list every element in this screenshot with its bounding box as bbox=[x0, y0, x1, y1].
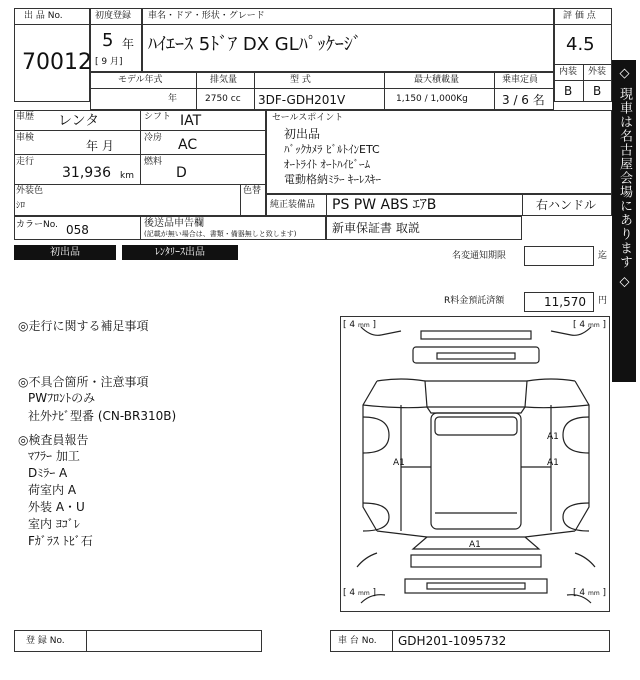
displacement-label: 排気量 bbox=[210, 75, 238, 85]
tread-rr: [ 4 mm ] bbox=[573, 588, 607, 598]
warranty-value: 新車保証書 取説 bbox=[332, 221, 420, 235]
chassis-no-label: 車 台 No. bbox=[338, 636, 377, 646]
inspector-title: ◎検査員報告 bbox=[18, 433, 89, 447]
fuel-value: D bbox=[176, 165, 187, 181]
mileage-label: 走行 bbox=[16, 157, 35, 167]
name-change-label: 名変通知期限 bbox=[452, 251, 507, 261]
lot-number: 70012 bbox=[22, 50, 92, 75]
sales-point-1: 初出品 bbox=[284, 127, 321, 141]
damage-mark: A1 bbox=[547, 432, 559, 442]
sales-point-2: ﾊﾞｯｸｶﾒﾗ ﾋﾞﾙﾄｲﾝETC bbox=[284, 143, 380, 156]
first-reg-month: [ 9 月] bbox=[95, 57, 123, 67]
doc-note: (記載が無い場合は、書類・備器無しと致します) bbox=[144, 230, 297, 238]
score-value: 4.5 bbox=[566, 34, 595, 55]
capacity-label: 乗車定員 bbox=[502, 75, 539, 85]
model-year-unit: 年 bbox=[168, 94, 178, 104]
first-reg-year: 5 bbox=[102, 30, 114, 51]
defect-2: 社外ﾅﾋﾞ型番 (CN-BR310B) bbox=[28, 409, 177, 423]
inspector-6: Fｶﾞﾗｽ ﾄﾋﾞ石 bbox=[28, 534, 93, 548]
location-banner-text: ◇ 現車は名古屋会場にあります ◇ bbox=[617, 66, 632, 291]
car-name: ﾊｲｴｰｽ 5ﾄﾞｱ DX GLﾊﾟｯｹｰｼﾞ bbox=[148, 34, 362, 55]
damage-mark: A1 bbox=[469, 540, 481, 550]
interior-grade: B bbox=[564, 84, 573, 98]
name-change-box bbox=[524, 246, 594, 266]
inspector-2: Dﾐﾗｰ A bbox=[28, 466, 68, 480]
tread-rl: [ 4 mm ] bbox=[343, 588, 377, 598]
recycle-value: 11,570 bbox=[544, 295, 586, 309]
type-label: 型 式 bbox=[290, 75, 311, 85]
sales-point-3: ｵｰﾄﾗｲﾄ ｵｰﾄﾊｲﾋﾞｰﾑ bbox=[284, 158, 370, 171]
recycle-unit: 円 bbox=[598, 296, 608, 306]
ext-color-label: 外装色 bbox=[16, 186, 44, 196]
first-reg-label: 初度登録 bbox=[95, 11, 132, 21]
sales-point-4: 電動格納ﾐﾗｰ ｷｰﾚｽｷｰ bbox=[284, 173, 381, 186]
inspector-4: 外装 A・U bbox=[28, 500, 85, 514]
mileage-unit: km bbox=[120, 171, 134, 181]
rental-listing-badge: ﾚﾝﾀﾘｰｽ出品 bbox=[122, 245, 238, 260]
model-year-label: モデル年式 bbox=[118, 75, 163, 85]
tread-fr: [ 4 mm ] bbox=[573, 320, 607, 330]
handle-value: 右ハンドル bbox=[536, 198, 597, 212]
inspector-1: ﾏﾌﾗｰ 加工 bbox=[28, 449, 80, 463]
inspector-3: 荷室内 A bbox=[28, 483, 77, 497]
equipment-value: PS PW ABS ｴｱB bbox=[332, 197, 437, 213]
type-value: 3DF-GDH201V bbox=[258, 93, 346, 107]
running-notes-title: ◎走行に関する補足事項 bbox=[18, 319, 149, 333]
first-reg-year-unit: 年 bbox=[122, 37, 135, 51]
displacement-value: 2750 cc bbox=[205, 94, 241, 104]
car-diagram bbox=[340, 316, 610, 612]
shift-label: シフト bbox=[144, 112, 172, 122]
first-listing-badge: 初出品 bbox=[14, 245, 116, 260]
lot-label: 出 品 No. bbox=[24, 11, 63, 21]
sales-label: セールスポイント bbox=[272, 113, 344, 123]
damage-mark: A1 bbox=[547, 458, 559, 468]
doc-label: 後送品申告欄 bbox=[144, 218, 204, 229]
chassis-no-value: GDH201-1095732 bbox=[398, 634, 507, 648]
capacity-value: 3 / 6 名 bbox=[502, 93, 545, 107]
color-no-label: カラーNo. bbox=[16, 220, 58, 230]
defects-title: ◎不具合箇所・注意事項 bbox=[18, 375, 149, 389]
tread-fl: [ 4 mm ] bbox=[343, 320, 377, 330]
ext-color-value: ｼﾛ bbox=[16, 201, 26, 211]
exterior-label: 外装 bbox=[588, 67, 607, 77]
car-name-label: 車名・ドア・形状・グレード bbox=[148, 11, 265, 21]
inspection-value: 年 月 bbox=[86, 139, 114, 153]
equipment-label: 純正装備品 bbox=[270, 200, 316, 210]
name-change-unit: 迄 bbox=[598, 251, 608, 261]
interior-label: 内装 bbox=[559, 67, 578, 77]
aircon-value: AC bbox=[178, 137, 198, 153]
inspection-label: 車検 bbox=[16, 133, 35, 143]
location-banner bbox=[612, 60, 636, 382]
max-load-value: 1,150 / 1,000Kg bbox=[396, 94, 468, 104]
recycle-label: R料金預託済額 bbox=[444, 296, 505, 306]
max-load-label: 最大積載量 bbox=[414, 75, 460, 85]
color-no-value: 058 bbox=[66, 223, 89, 237]
defect-1: PWﾌﾛﾝﾄのみ bbox=[28, 391, 96, 405]
exterior-grade: B bbox=[593, 84, 602, 98]
score-label: 評 価 点 bbox=[563, 11, 596, 21]
color-change-label: 色替 bbox=[243, 186, 262, 196]
fuel-label: 燃料 bbox=[144, 157, 163, 167]
inspector-5: 室内 ﾖｺﾞﾚ bbox=[28, 517, 80, 531]
history-label: 車歴 bbox=[16, 112, 35, 122]
mileage-value: 31,936 bbox=[62, 165, 111, 181]
history-value: レンタ bbox=[58, 113, 100, 129]
aircon-label: 冷房 bbox=[144, 133, 163, 143]
shift-value: IAT bbox=[180, 113, 202, 129]
damage-mark: A1 bbox=[393, 458, 405, 468]
car-outline-svg bbox=[341, 317, 611, 613]
reg-no-label: 登 録 No. bbox=[26, 636, 65, 646]
